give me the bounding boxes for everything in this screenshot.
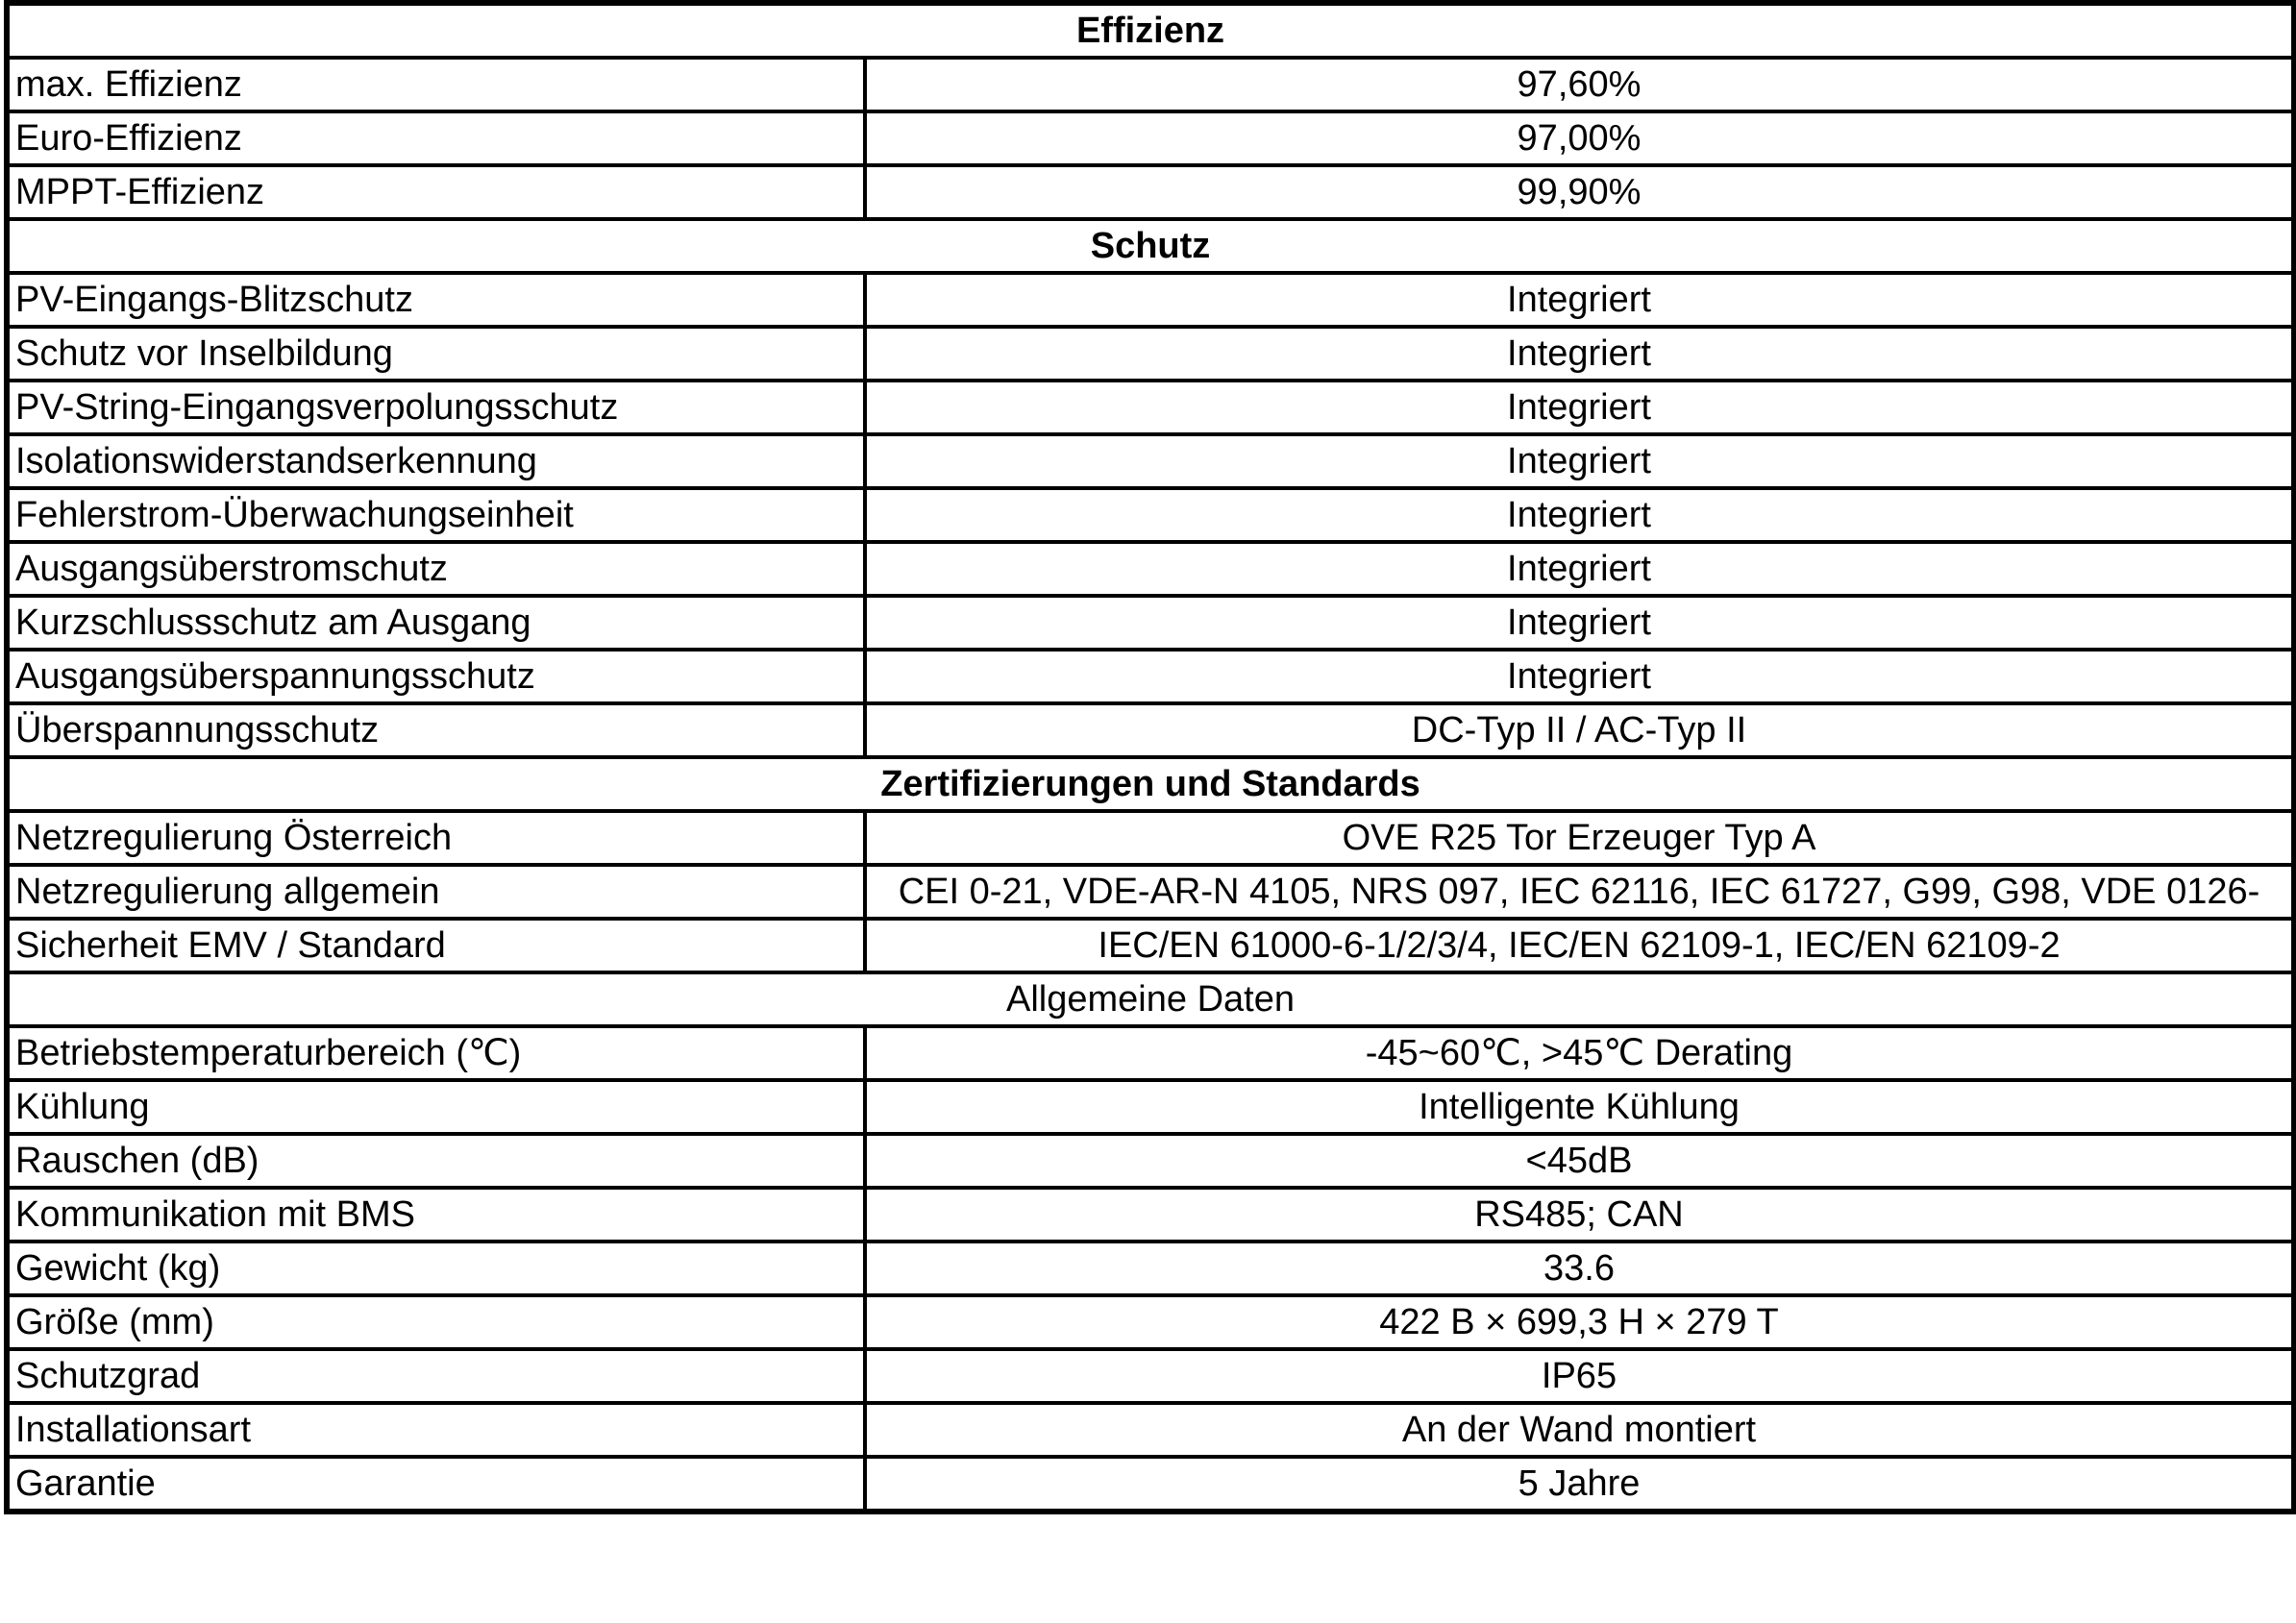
row-value: 99,90% bbox=[865, 165, 2294, 219]
row-label: Euro-Effizienz bbox=[7, 111, 865, 165]
row-value: Integriert bbox=[865, 273, 2294, 327]
table-row bbox=[7, 1134, 2294, 1188]
row-value: DC-Typ II / AC-Typ II bbox=[865, 703, 2294, 757]
section-header-row bbox=[7, 757, 2294, 811]
row-value: 422 B × 699,3 H × 279 T bbox=[865, 1295, 2294, 1349]
section-title: Schutz bbox=[7, 219, 2294, 273]
row-label: Kommunikation mit BMS bbox=[7, 1188, 865, 1242]
row-value: IP65 bbox=[865, 1349, 2294, 1403]
table-row bbox=[7, 703, 2294, 757]
table-row bbox=[7, 865, 2294, 919]
section-title: Effizienz bbox=[7, 3, 2294, 58]
section-title: Zertifizierungen und Standards bbox=[7, 757, 2294, 811]
table-row bbox=[7, 273, 2294, 327]
row-value: Integriert bbox=[865, 596, 2294, 650]
row-value: 33.6 bbox=[865, 1242, 2294, 1295]
table-row bbox=[7, 111, 2294, 165]
section-title: Allgemeine Daten bbox=[7, 972, 2294, 1026]
row-label: Garantie bbox=[7, 1457, 865, 1512]
table-row bbox=[7, 488, 2294, 542]
table-row bbox=[7, 1188, 2294, 1242]
row-label: Betriebstemperaturbereich (℃) bbox=[7, 1026, 865, 1080]
row-value: Integriert bbox=[865, 327, 2294, 381]
table-row bbox=[7, 1295, 2294, 1349]
table-row bbox=[7, 1026, 2294, 1080]
row-label: Kühlung bbox=[7, 1080, 865, 1134]
table-row bbox=[7, 381, 2294, 434]
spec-table bbox=[4, 0, 2296, 1514]
row-value: Integriert bbox=[865, 381, 2294, 434]
table-row bbox=[7, 1403, 2294, 1457]
table-row bbox=[7, 650, 2294, 703]
row-label: PV-Eingangs-Blitzschutz bbox=[7, 273, 865, 327]
section-header-row bbox=[7, 3, 2294, 58]
row-value: An der Wand montiert bbox=[865, 1403, 2294, 1457]
row-value: OVE R25 Tor Erzeuger Typ A bbox=[865, 811, 2294, 865]
row-label: Ausgangsüberspannungsschutz bbox=[7, 650, 865, 703]
row-label: MPPT-Effizienz bbox=[7, 165, 865, 219]
row-value: RS485; CAN bbox=[865, 1188, 2294, 1242]
table-row bbox=[7, 596, 2294, 650]
section-header-row bbox=[7, 972, 2294, 1026]
row-value: Integriert bbox=[865, 488, 2294, 542]
table-row bbox=[7, 434, 2294, 488]
row-label: Netzregulierung Österreich bbox=[7, 811, 865, 865]
row-value: 97,60% bbox=[865, 58, 2294, 111]
row-value: Integriert bbox=[865, 542, 2294, 596]
row-label: Installationsart bbox=[7, 1403, 865, 1457]
table-row bbox=[7, 1457, 2294, 1512]
table-row bbox=[7, 919, 2294, 972]
row-label: Rauschen (dB) bbox=[7, 1134, 865, 1188]
row-label: Sicherheit EMV / Standard bbox=[7, 919, 865, 972]
row-label: Schutz vor Inselbildung bbox=[7, 327, 865, 381]
row-label: Isolationswiderstandserkennung bbox=[7, 434, 865, 488]
table-row bbox=[7, 58, 2294, 111]
row-label: Netzregulierung allgemein bbox=[7, 865, 865, 919]
row-label: Kurzschlussschutz am Ausgang bbox=[7, 596, 865, 650]
table-row bbox=[7, 1242, 2294, 1295]
row-label: Überspannungsschutz bbox=[7, 703, 865, 757]
row-value: <45dB bbox=[865, 1134, 2294, 1188]
row-label: PV-String-Eingangsverpolungsschutz bbox=[7, 381, 865, 434]
table-row bbox=[7, 542, 2294, 596]
row-label: Gewicht (kg) bbox=[7, 1242, 865, 1295]
table-row bbox=[7, 811, 2294, 865]
row-label: Ausgangsüberstromschutz bbox=[7, 542, 865, 596]
row-value: Integriert bbox=[865, 650, 2294, 703]
row-label: max. Effizienz bbox=[7, 58, 865, 111]
table-row bbox=[7, 1349, 2294, 1403]
spec-table-body bbox=[7, 3, 2294, 1512]
table-row bbox=[7, 1080, 2294, 1134]
row-value: IEC/EN 61000-6-1/2/3/4, IEC/EN 62109-1, IEC/EN 62109-2 bbox=[865, 919, 2294, 972]
section-header-row bbox=[7, 219, 2294, 273]
row-label: Schutzgrad bbox=[7, 1349, 865, 1403]
row-value: 5 Jahre bbox=[865, 1457, 2294, 1512]
row-value: Integriert bbox=[865, 434, 2294, 488]
row-label: Größe (mm) bbox=[7, 1295, 865, 1349]
table-row bbox=[7, 165, 2294, 219]
row-value: Intelligente Kühlung bbox=[865, 1080, 2294, 1134]
row-value: 97,00% bbox=[865, 111, 2294, 165]
row-value: CEI 0-21, VDE-AR-N 4105, NRS 097, IEC 62116, IEC 61727, G99, G98, VDE 0126- bbox=[865, 865, 2294, 919]
table-row bbox=[7, 327, 2294, 381]
row-value: -45~60℃, >45℃ Derating bbox=[865, 1026, 2294, 1080]
row-label: Fehlerstrom-Überwachungseinheit bbox=[7, 488, 865, 542]
